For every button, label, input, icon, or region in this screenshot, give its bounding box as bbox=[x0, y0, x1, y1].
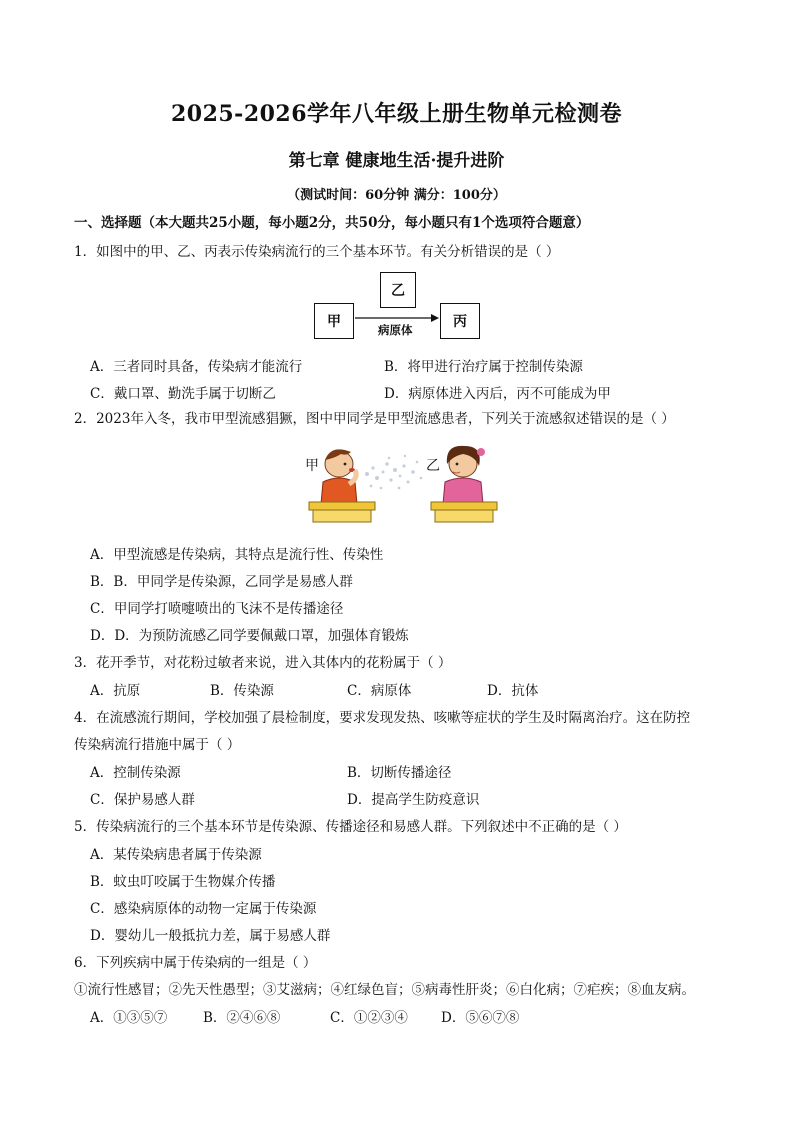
q6-option-a: A．①③⑤⑦ bbox=[90, 1010, 168, 1026]
q6-disease-list: ①流行性感冒；②先天性愚型；③艾滋病；④红绿色盲；⑤病毒性肝炎；⑥白化病；⑦疟疾；⑧血友病。 bbox=[74, 982, 695, 998]
q3-stem: 3．花开季节，对花粉过敏者来说，进入其体内的花粉属于（ ） bbox=[74, 655, 452, 671]
q3-option-d: D．抗体 bbox=[487, 683, 539, 699]
section-heading: 一、选择题（本大题共25小题，每小题2分，共50分，每小题只有1个选项符合题意） bbox=[74, 215, 590, 231]
exam-subtitle: 第七章 健康地生活·提升进阶 bbox=[288, 151, 505, 171]
q3-option-c: C．病原体 bbox=[347, 683, 412, 699]
q2-option-a: A．甲型流感是传染病，其特点是流行性、传染性 bbox=[90, 547, 384, 563]
q5-option-a: A．某传染病患者属于传染源 bbox=[90, 847, 262, 863]
q4-stem-line2: 传染病流行措施中属于（ ） bbox=[74, 737, 241, 753]
figure-label-jia: 甲 bbox=[305, 458, 319, 474]
q2-stem: 2．2023年入冬，我市甲型流感猖獗，图中甲同学是甲型流感患者，下列关于流感叙述错误的是（ ） bbox=[74, 411, 675, 427]
q5-option-c: C．感染病原体的动物一定属于传染源 bbox=[90, 901, 317, 917]
q2-option-c: C．甲同学打喷嚏喷出的飞沫不是传播途径 bbox=[90, 601, 344, 617]
q3-option-b: B．传染源 bbox=[210, 683, 274, 699]
q2-option-d: D．D．为预防流感乙同学要佩戴口罩，加强体育锻炼 bbox=[90, 628, 409, 644]
diagram-box-jia bbox=[314, 303, 354, 339]
q5-stem: 5．传染病流行的三个基本环节是传染源、传播途径和易感人群。下列叙述中不正确的是（ ） bbox=[74, 819, 627, 835]
diagram-label-bing: 丙 bbox=[453, 314, 467, 330]
q4-option-c: C．保护易感人群 bbox=[90, 792, 195, 808]
q5-option-b: B．蚊虫叮咬属于生物媒介传播 bbox=[90, 874, 276, 890]
diagram-box-bing bbox=[440, 303, 480, 339]
q6-stem: 6．下列疾病中属于传染病的一组是（ ） bbox=[74, 955, 317, 971]
q1-stem: 1．如图中的甲、乙、丙表示传染病流行的三个基本环节。有关分析错误的是（ ） bbox=[74, 244, 560, 260]
exam-title: 2025-2026学年八年级上册生物单元检测卷 bbox=[170, 101, 623, 127]
diagram-label-yi: 乙 bbox=[391, 283, 405, 299]
figure-label-yi: 乙 bbox=[426, 458, 440, 474]
q5-option-d: D．婴幼儿一般抵抗力差，属于易感人群 bbox=[90, 928, 331, 944]
q1-option-d: D．病原体进入丙后，丙不可能成为甲 bbox=[384, 386, 611, 402]
diagram-label-jia: 甲 bbox=[327, 314, 341, 330]
q2-option-b: B．B．甲同学是传染源，乙同学是易感人群 bbox=[90, 574, 353, 590]
exam-info: （测试时间：60分钟 满分：100分） bbox=[287, 188, 506, 203]
q1-option-a: A．三者同时具备，传染病才能流行 bbox=[90, 359, 303, 375]
q4-option-d: D．提高学生防疫意识 bbox=[347, 792, 480, 808]
q6-option-c: C．①②③④ bbox=[330, 1010, 408, 1026]
q3-option-a: A．抗原 bbox=[90, 683, 141, 699]
q1-option-b: B．将甲进行治疗属于控制传染源 bbox=[384, 359, 583, 375]
q4-option-b: B．切断传播途径 bbox=[347, 765, 452, 781]
q1-option-c: C．戴口罩、勤洗手属于切断乙 bbox=[90, 386, 276, 402]
q6-option-d: D．⑤⑥⑦⑧ bbox=[441, 1010, 520, 1026]
sneezing-students-illustration bbox=[305, 442, 500, 524]
q6-option-b: B．②④⑥⑧ bbox=[203, 1010, 281, 1026]
diagram-arrow-label: 病原体 bbox=[378, 323, 413, 337]
diagram-box-yi bbox=[380, 272, 416, 308]
q4-stem-line1: 4．在流感流行期间，学校加强了晨检制度，要求发现发热、咳嗽等症状的学生及时隔离治疗。这在防控 bbox=[74, 710, 691, 726]
q4-option-a: A．控制传染源 bbox=[90, 765, 181, 781]
